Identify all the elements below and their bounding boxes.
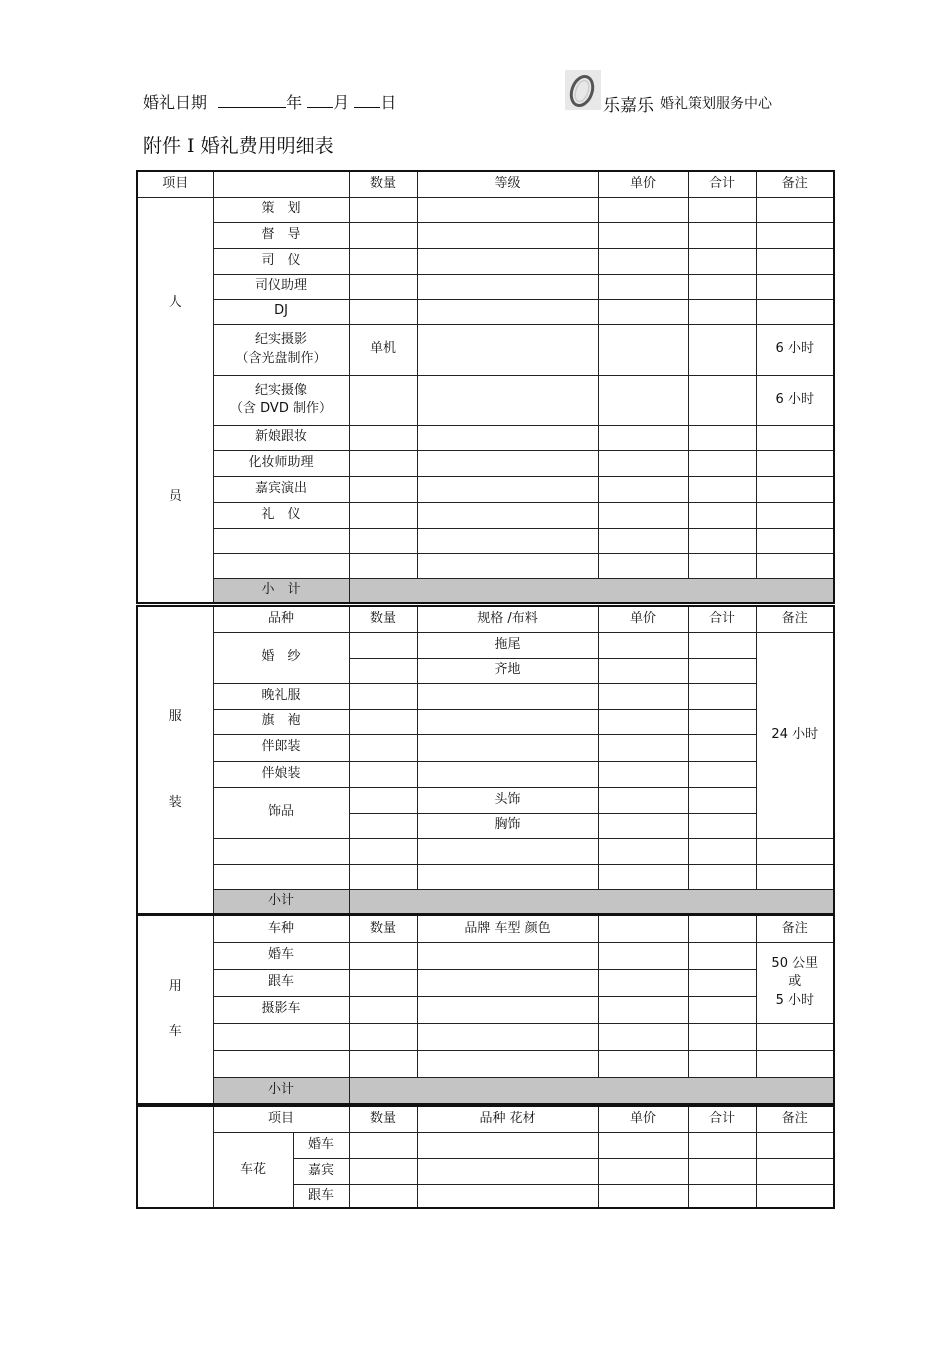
table-header-row [137, 606, 834, 632]
header-cell: 项目 [137, 171, 213, 197]
section-char: 装 [168, 795, 182, 810]
item-label: 嘉宾 [293, 1158, 349, 1184]
item-label: 婚车 [293, 1132, 349, 1158]
item-label: DJ [213, 299, 349, 324]
month-label: 月 [333, 93, 350, 112]
table-header-row [137, 1106, 834, 1132]
header-cell: 品种 [213, 606, 349, 632]
header-cell: 数量 [349, 915, 417, 942]
section-char: 车 [168, 1023, 182, 1039]
header-cell: 数量 [349, 1106, 417, 1132]
table-row [137, 996, 834, 1023]
subtotal-row [137, 1077, 834, 1104]
header-cell: 单价 [598, 1106, 688, 1132]
subtotal-row [137, 889, 834, 914]
spec-value: 拖尾 [417, 632, 598, 658]
subtotal-row [137, 578, 834, 603]
item-label: 婚 纱 [213, 632, 349, 683]
qty-value: 单机 [349, 324, 417, 375]
header-cell: 数量 [349, 171, 417, 197]
logo-brand: 乐嘉乐 [603, 96, 654, 116]
wedding-date-line [143, 90, 396, 113]
company-logo [565, 70, 795, 114]
table-row [137, 1050, 834, 1077]
flowers-table [136, 1105, 835, 1209]
item-label: 婚车 [213, 942, 349, 969]
day-blank[interactable] [354, 91, 380, 108]
section-flowers [137, 1106, 213, 1208]
subtotal-label: 小计 [213, 889, 349, 914]
month-blank[interactable] [307, 91, 333, 108]
date-label: 婚礼日期 [143, 93, 208, 112]
table-header-row [137, 915, 834, 942]
header-cell: 规格 /布料 [417, 606, 598, 632]
subtotal-value[interactable] [349, 1077, 834, 1104]
header-cell: 品牌 车型 颜色 [417, 915, 598, 942]
table-row [137, 969, 834, 996]
section-char: 用 [168, 979, 182, 995]
table-row [137, 425, 834, 450]
table-row [137, 299, 834, 324]
section-char: 服 [168, 708, 182, 724]
table-row [137, 838, 834, 864]
table-row [137, 632, 834, 658]
spec-value: 胸饰 [417, 813, 598, 838]
item-label: 礼 仪 [213, 502, 349, 528]
table-row [137, 450, 834, 476]
year-blank[interactable] [218, 91, 286, 108]
table-row [137, 222, 834, 248]
table-row [137, 734, 834, 761]
item-label: 摄影车 [213, 996, 349, 1023]
header-cell: 品种 花材 [417, 1106, 598, 1132]
note-value: 24 小时 [756, 632, 834, 838]
item-label: 纪实摄影 （含光盘制作） [213, 324, 349, 375]
item-label: 策 划 [213, 197, 349, 222]
spec-value: 头饰 [417, 787, 598, 813]
header-cell: 项目 [213, 1106, 349, 1132]
table-row [137, 274, 834, 299]
day-label: 日 [380, 93, 397, 112]
table-row [137, 528, 834, 553]
table-row [137, 787, 834, 813]
item-label: 饰品 [213, 787, 349, 838]
subtotal-label: 小 计 [213, 578, 349, 603]
item-label: 化妆师助理 [213, 450, 349, 476]
section-clothing [137, 606, 213, 914]
table-row [137, 709, 834, 734]
item-label: 旗 袍 [213, 709, 349, 734]
table-row [137, 1023, 834, 1050]
item-label: 司 仪 [213, 248, 349, 274]
year-label: 年 [286, 93, 303, 112]
header-cell: 合计 [688, 606, 756, 632]
table-row [137, 375, 834, 425]
clothing-table [136, 605, 835, 915]
table-row [137, 864, 834, 889]
note-value: 50 公里 或 5 小时 [756, 942, 834, 1023]
header-cell: 合计 [688, 1106, 756, 1132]
header-cell: 合计 [688, 171, 756, 197]
table-row [137, 683, 834, 709]
table-row [137, 553, 834, 578]
table-row [137, 197, 834, 222]
item-label: 司仪助理 [213, 274, 349, 299]
subtotal-value[interactable] [349, 578, 834, 603]
item-label: 新娘跟妆 [213, 425, 349, 450]
table-header-row [137, 171, 834, 197]
section-cars [137, 915, 213, 1104]
header-cell: 等级 [417, 171, 598, 197]
subtotal-label: 小计 [213, 1077, 349, 1104]
table-row [137, 248, 834, 274]
section-char: 员 [168, 488, 182, 504]
header-cell: 备注 [756, 171, 834, 197]
header-cell: 数量 [349, 606, 417, 632]
section-char: 人 [168, 294, 182, 310]
header-cell: 备注 [756, 1106, 834, 1132]
note-value: 6 小时 [756, 375, 834, 425]
section-personnel [137, 197, 213, 603]
header-cell: 单价 [598, 171, 688, 197]
table-row [137, 324, 834, 375]
item-label: 伴郎装 [213, 734, 349, 761]
expense-table [136, 170, 835, 604]
table-row [137, 761, 834, 787]
table-row [137, 502, 834, 528]
item-label: 跟车 [213, 969, 349, 996]
item-label: 跟车 [293, 1184, 349, 1208]
header-cell: 单价 [598, 606, 688, 632]
header-cell [213, 171, 349, 197]
table-row [137, 476, 834, 502]
item-group-label: 车花 [213, 1132, 293, 1208]
logo-tagline: 婚礼策划服务中心 [660, 96, 772, 112]
document-title: 附件 I 婚礼费用明细表 [143, 135, 334, 157]
cars-table [136, 914, 835, 1105]
table-row [137, 1132, 834, 1158]
item-label: 晚礼服 [213, 683, 349, 709]
note-value: 6 小时 [756, 324, 834, 375]
spec-value: 齐地 [417, 658, 598, 683]
item-label: 督 导 [213, 222, 349, 248]
header-cell: 备注 [756, 915, 834, 942]
subtotal-value[interactable] [349, 889, 834, 914]
item-label: 伴娘装 [213, 761, 349, 787]
table-row [137, 942, 834, 969]
header-cell: 车种 [213, 915, 349, 942]
item-label: 纪实摄像 （含 DVD 制作） [213, 375, 349, 425]
item-label: 嘉宾演出 [213, 476, 349, 502]
logo-ring-icon [565, 70, 601, 110]
header-cell: 备注 [756, 606, 834, 632]
